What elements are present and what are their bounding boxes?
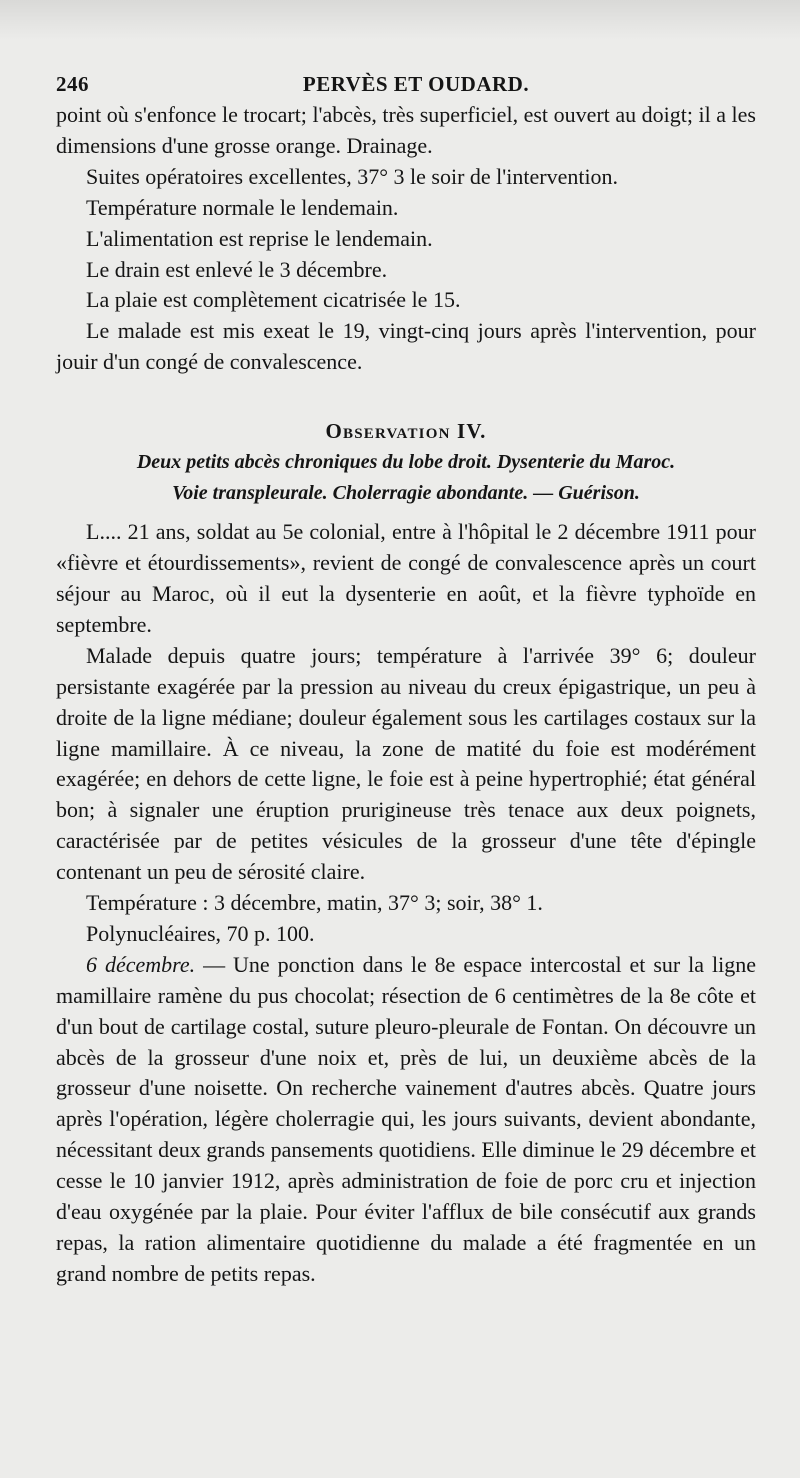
observation-heading: Observation IV. (325, 419, 487, 444)
continued-paragraph: point où s'enfonce le trocart; l'abcès, très superficiel, est ouvert au doigt; il a les dimensions d'une grosse orange. Drainage. (56, 102, 756, 158)
observation-subtitle (56, 447, 756, 509)
running-title: PERVÈS ET OUDARD. (302, 72, 530, 96)
observation-paragraph-2: Malade depuis quatre jours; température à l'arrivée 39° 6; douleur persistante exagérée par la pression au niveau du creux épigastrique, un peu à droite de la ligne médiane; douleur également sous les cartilages costaux sur la ligne mamillaire. À ce niveau, la zone de matité du foie est modérément exagérée; en dehors de cette ligne, le foie est à peine hypertrophié; état général bon; à signaler une éruption prurigineuse très tenace aux deux poignets, caractérisée par de petites vésicules de la grosseur d'une tête d'épingle contenant un peu de sérosité claire. (56, 642, 756, 885)
text-line-drain: Le drain est enlevé le 3 décembre. (86, 256, 388, 282)
page-number: 246 (56, 72, 89, 96)
observation-paragraph-3 (56, 950, 756, 1290)
text-line-temperature-readings: Température : 3 décembre, matin, 37° 3; soir, 38° 1. (86, 890, 543, 916)
observation-paragraph-1: L.... 21 ans, soldat au 5e colonial, entre à l'hôpital le 2 décembre 1911 pour «fièvre et étourdissements», revient de congé de convalescence après un court séjour au Maroc, où il eut la dysenterie en août, et la fièvre typhoïde en septembre. (56, 519, 756, 637)
exeat-paragraph: Le malade est mis exeat le 19, vingt-cinq jours après l'intervention, pour jouir d'un congé de convalescence. (56, 318, 756, 375)
observation-subtitle-line-2: Voie transpleurale. Cholerragie abondante. — Guérison. (172, 482, 640, 505)
observation-date: 6 décembre. (86, 951, 196, 977)
text-line-polynucleaires: Polynucléaires, 70 p. 100. (86, 920, 315, 946)
text-line-suites: Suites opératoires excellentes, 37° 3 le soir de l'intervention. (86, 163, 619, 189)
running-head (56, 62, 756, 100)
text-line-plaie: La plaie est complètement cicatrisée le 15. (86, 287, 461, 313)
body-text (56, 100, 756, 1290)
text-line-temperature-normale: Température normale le lendemain. (86, 194, 399, 220)
observation-subtitle-line-1: Deux petits abcès chroniques du lobe droit. Dysenterie du Maroc. (136, 451, 676, 474)
text-line-alimentation: L'alimentation est reprise le lendemain. (86, 225, 433, 251)
section-spacer (56, 378, 756, 416)
observation-paragraph-3-text: — Une ponction dans le 8e espace intercostal et sur la ligne mamillaire ramène du pus chocolat; résection de 6 centimètres de la 8e côte et d'un bout de cartilage costal, suture pleuro-pleurale de Fontan. On découvre un abcès de la grosseur d'une noix et, près de lui, un deuxième abcès de la grosseur d'une noisette. On recherche vainement d'autres abcès. Quatre jours après l'opération, légère cholerragie qui, les jours suivants, devient abondante, nécessitant deux grands pansements quotidiens. Elle diminue le 29 décembre et cesse le 10 janvier 1912, après administration de foie de porc cru et injection d'eau oxygénée par la plaie. Pour éviter l'afflux de bile consécutif aux grands repas, la ration alimentaire quotidienne du malade a été fragmentée en un grand nombre de petits repas. (56, 951, 756, 1286)
